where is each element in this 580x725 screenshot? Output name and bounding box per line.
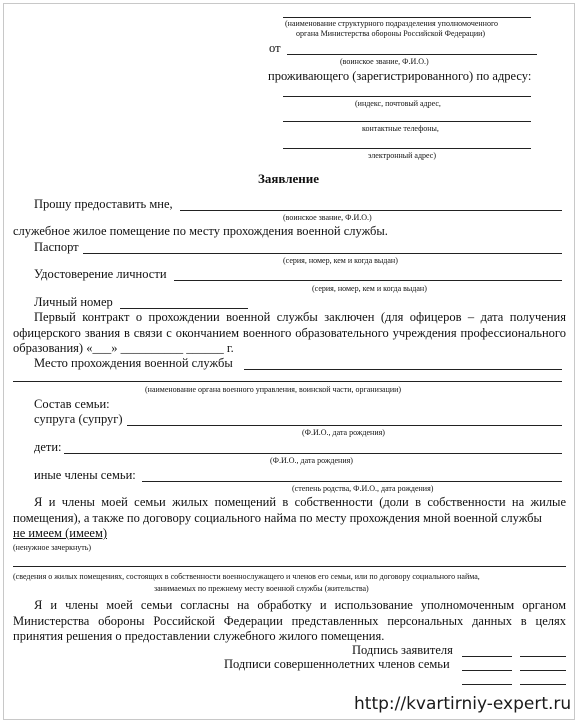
address-caption: (индекс, почтовый адрес, — [355, 99, 441, 108]
other-caption: (степень родства, Ф.И.О., дата рождения) — [292, 484, 434, 493]
service-place-label: Место прохождения военной службы — [34, 356, 233, 370]
applicant-name-line[interactable] — [520, 656, 566, 657]
service-place-line-1[interactable] — [244, 369, 562, 370]
personal-number-label: Личный номер — [34, 295, 113, 309]
ownership-paragraph — [13, 495, 566, 526]
personal-number-line[interactable] — [120, 308, 248, 309]
family-label: Состав семьи: — [34, 397, 110, 411]
address-line-3[interactable] — [283, 148, 531, 149]
children-caption: (Ф.И.О., дата рождения) — [270, 456, 353, 465]
document-title: Заявление — [258, 171, 320, 186]
id-line[interactable] — [174, 280, 562, 281]
passport-label: Паспорт — [34, 240, 79, 254]
contract-paragraph: Первый контракт о прохождении военной службы заключен (для офицеров – дата получения офицерского звания в связи с окончанием военного образовательного учреждения профессионального образования) «___» __________ ______ г. — [13, 310, 566, 355]
adults-signature-line-1a[interactable] — [462, 670, 512, 671]
adults-signature-line-2b[interactable] — [520, 684, 566, 685]
spouse-line[interactable] — [127, 425, 562, 426]
request-line[interactable] — [180, 210, 562, 211]
ownership-text: Я и члены моей семьи жилых помещений в собственности (доли в собственности на жилые помещения), а также по договору социального найма по месту прохождения мной военной службы — [13, 495, 566, 525]
children-line[interactable] — [64, 453, 562, 454]
dwellings-line[interactable] — [13, 566, 566, 567]
request-label: Прошу предоставить мне, — [34, 197, 173, 211]
unit-caption-2: органа Министерства обороны Российской Федерации) — [296, 29, 486, 38]
address-line-1[interactable] — [283, 96, 531, 97]
children-label: дети: — [34, 440, 62, 454]
other-label: иные члены семьи: — [34, 468, 136, 482]
passport-line[interactable] — [83, 253, 562, 254]
strike-note: (ненужное зачеркнуть) — [13, 543, 92, 552]
unit-caption-1: (наименование структурного подразделения уполномоченного — [285, 19, 499, 28]
housing-text: служебное жилое помещение по месту прохождения военной службы. — [13, 224, 388, 238]
passport-caption: (серия, номер, кем и когда выдан) — [283, 256, 398, 265]
request-caption: (воинское звание, Ф.И.О.) — [283, 213, 372, 222]
adults-signature-label: Подписи совершеннолетних членов семьи — [224, 657, 450, 671]
watermark-url[interactable]: http://kvartirniy-expert.ru — [354, 694, 572, 714]
service-place-line-2[interactable] — [13, 381, 562, 382]
ownership-choice: не имеем (имеем) — [13, 526, 108, 540]
unit-line — [283, 17, 531, 18]
service-place-caption: (наименование органа военного управления, воинской части, организации) — [145, 385, 402, 394]
spouse-label: супруга (супруг) — [34, 412, 123, 426]
spouse-caption: (Ф.И.О., дата рождения) — [302, 428, 385, 437]
consent-paragraph: Я и члены моей семьи согласны на обработку и использование уполномоченным органом Министерства обороны Российской Федерации представленных персональных данных в целях принятия решения о предоставлении служебного жилого помещения. — [13, 598, 566, 643]
from-label: от — [269, 41, 281, 55]
adults-signature-line-1b[interactable] — [520, 670, 566, 671]
dwellings-caption-1: (сведения о жилых помещениях, состоящих в собственности военнослужащего и членов его семьи, или по договору социального найма, — [13, 572, 480, 581]
applicant-signature-label: Подпись заявителя — [352, 643, 453, 657]
id-label: Удостоверение личности — [34, 267, 167, 281]
applicant-signature-line[interactable] — [462, 656, 512, 657]
rank-caption-header: (воинское звание, Ф.И.О.) — [340, 57, 429, 66]
address-line-2[interactable] — [283, 121, 531, 122]
email-caption: электронный адрес) — [368, 151, 437, 160]
residing-label: проживающего (зарегистрированного) по адресу: — [268, 69, 532, 83]
other-line[interactable] — [142, 481, 562, 482]
id-caption: (серия, номер, кем и когда выдан) — [312, 284, 427, 293]
from-line[interactable] — [287, 54, 537, 55]
phones-caption: контактные телефоны, — [362, 124, 439, 133]
dwellings-caption-2: занимаемых по прежнему месту военной службы (жительства) — [154, 584, 369, 593]
adults-signature-line-2a[interactable] — [462, 684, 512, 685]
